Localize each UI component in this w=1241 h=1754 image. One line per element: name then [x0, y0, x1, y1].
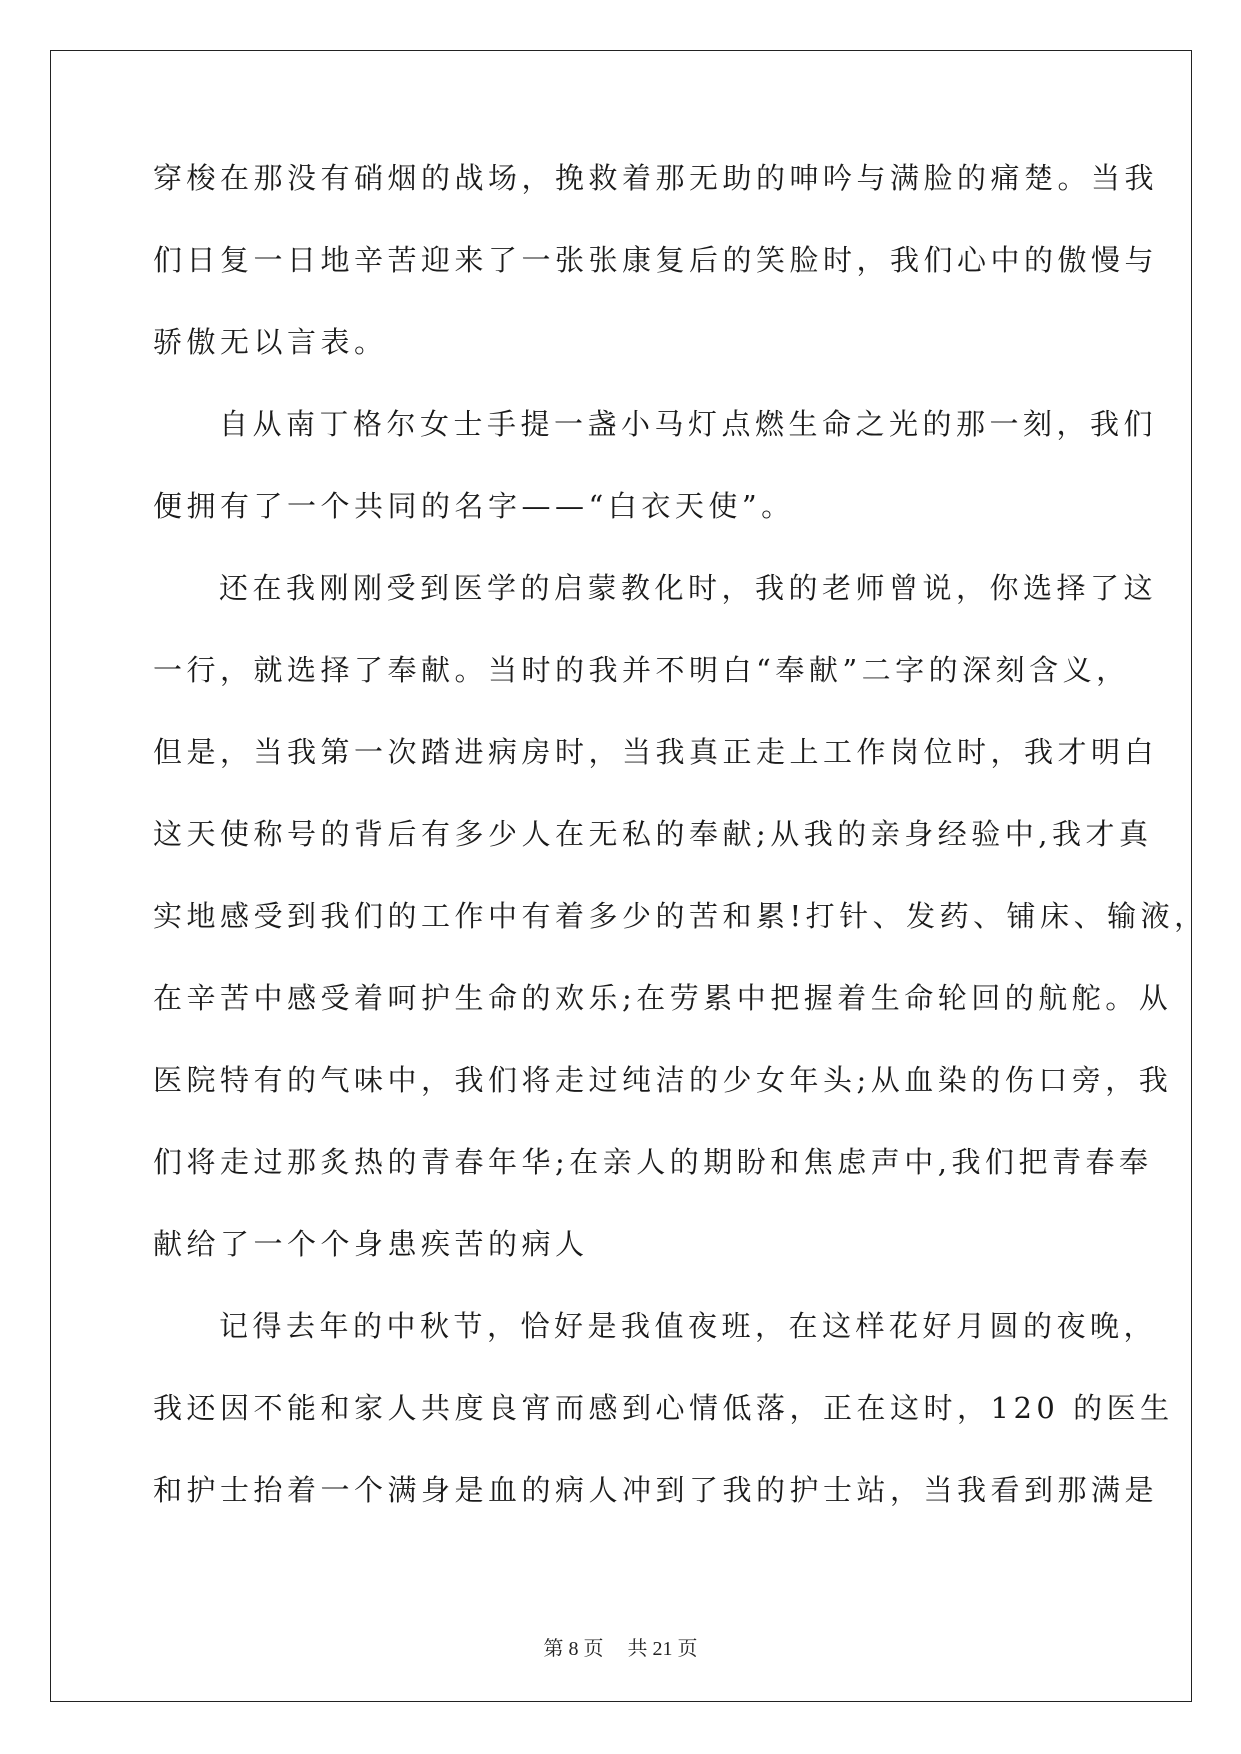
text-line: 在辛苦中感受着呵护生命的欢乐;在劳累中把握着生命轮回的航舵。从	[153, 981, 1173, 1015]
text-line: 献给了一个个身患疾苦的病人	[153, 1227, 589, 1261]
page-count: 共 21 页	[627, 1638, 698, 1660]
text-line: 我还因不能和家人共度良宵而感到心情低落，正在这时，120 的医生	[153, 1391, 1174, 1425]
document-body	[153, 160, 1208, 1554]
text-line: 们将走过那炙热的青春年华;在亲人的期盼和焦虑声中,我们把青春奉	[153, 1145, 1153, 1179]
text-line: 医院特有的气味中，我们将走过纯洁的少女年头;从血染的伤口旁，我	[153, 1063, 1173, 1097]
text-line: 和护士抬着一个满身是血的病人冲到了我的护士站，当我看到那满是	[153, 1473, 1159, 1507]
text-line: 但是，当我第一次踏进病房时，当我真正走上工作岗位时，我才明白	[153, 735, 1159, 769]
page-footer	[0, 1632, 1241, 1661]
text-line: 们日复一日地辛苦迎来了一张张康复后的笑脸时，我们心中的傲慢与	[153, 243, 1159, 277]
paragraph-start-line: 自从南丁格尔女士手提一盏小马灯点燃生命之光的那一刻，我们	[219, 407, 1158, 441]
text-line: 这天使称号的背后有多少人在无私的奉献;从我的亲身经验中,我才真	[153, 817, 1153, 851]
paragraph-start-line: 还在我刚刚受到医学的启蒙教化时，我的老师曾说，你选择了这	[219, 571, 1158, 605]
page-number: 第 8 页	[543, 1638, 604, 1660]
text-line: 一行，就选择了奉献。当时的我并不明白“奉献”二字的深刻含义，	[153, 653, 1130, 687]
text-line: 实地感受到我们的工作中有着多少的苦和累!打针、发药、铺床、输液，	[153, 899, 1208, 933]
text-line: 骄傲无以言表。	[153, 325, 388, 359]
paragraph-start-line: 记得去年的中秋节，恰好是我值夜班，在这样花好月圆的夜晚，	[219, 1309, 1158, 1343]
text-line: 便拥有了一个共同的名字——“白衣天使”。	[153, 489, 795, 523]
text-line: 穿梭在那没有硝烟的战场，挽救着那无助的呻吟与满脸的痛楚。当我	[153, 161, 1159, 195]
